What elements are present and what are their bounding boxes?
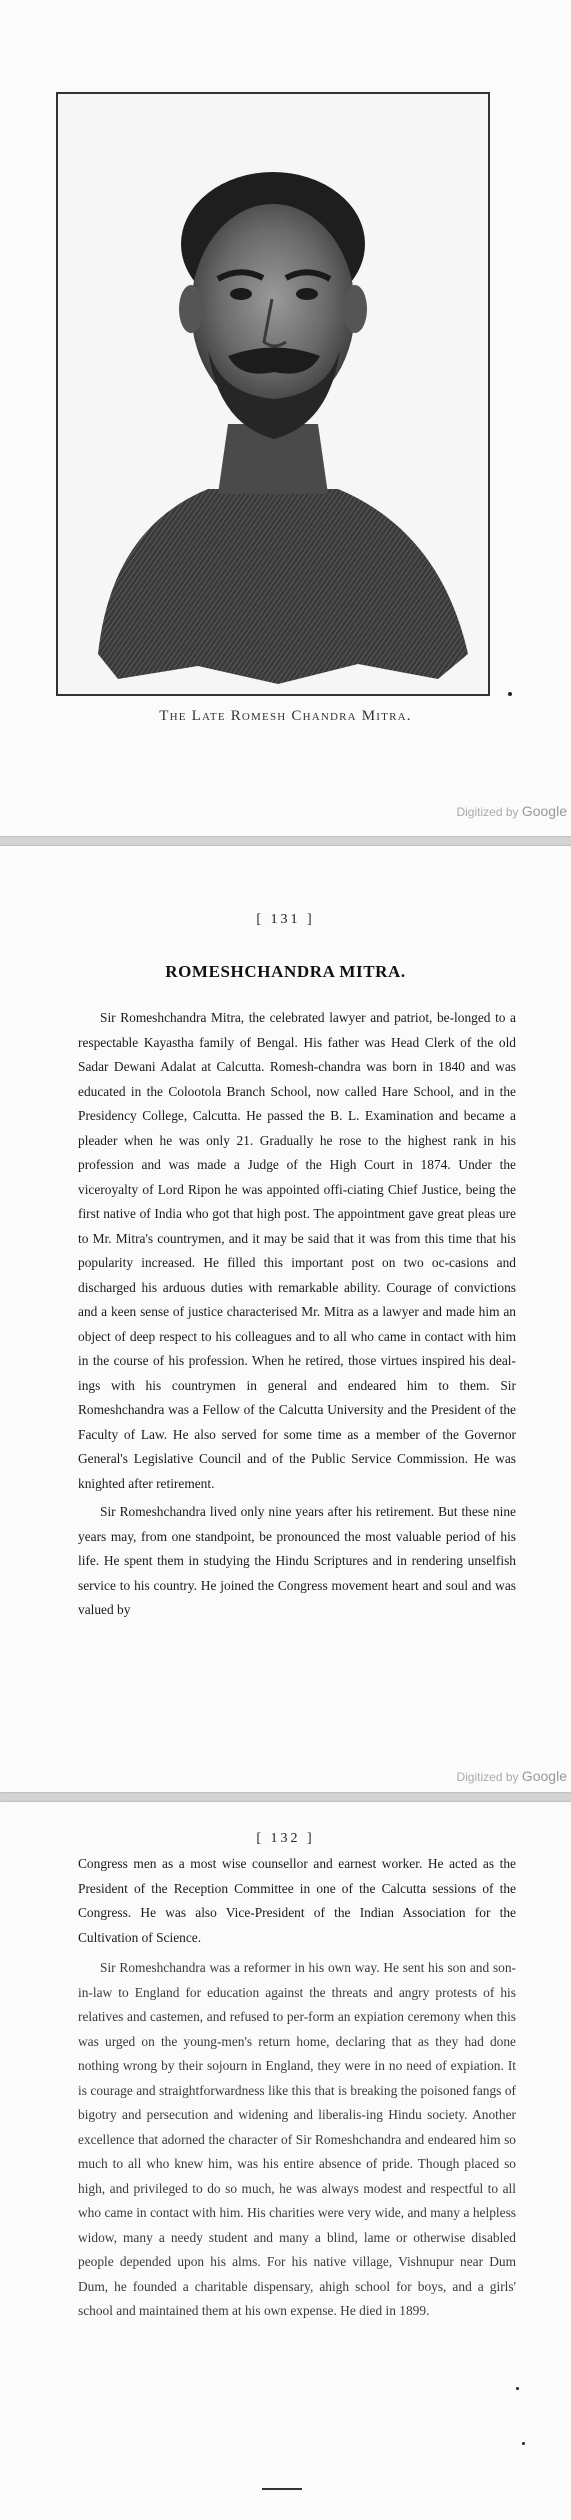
watermark-brand: Google (521, 803, 567, 819)
body-text (78, 1852, 516, 2324)
paragraph: Sir Romeshchandra was a reformer in his own way. He sent his son and son-in-law to England for education against the threats and angry protests of his relatives and castemen, and refused to per-form an expiation ceremony when this was urged on the young-men's return home, declaring that as they had done nothing wrong by their sojourn in England, they were in no need of expiation. It is courage and straightforwardness like this that is breaking the poisoned fangs of bigotry and persecution and widening and liberalis-ing Hindu society. Another excellence that adorned the character of Sir Romeshchandra and endeared him so much to all who knew him, was his entire absence of pride. Though placed so high, and privileged to do so much, he was always modest and respectful to all who came in contact with him. His charities were very wide, and many a helpless widow, many a needy student and many a blind, lame or otherwise disabled people depended upon his alms. For his native village, Vishnupur near Dum Dum, he founded a charitable dispensary, ahigh school for boys, and a girls' school and maintained them at his own expense. He died in 1899. (78, 1960, 516, 2318)
watermark-brand: Google (521, 1768, 567, 1784)
portrait-caption: The Late Romesh Chandra Mitra. (159, 708, 412, 724)
print-speck (508, 692, 512, 696)
watermark-prefix: Digitized by (456, 1770, 519, 1784)
book-page-131 (0, 846, 571, 1792)
print-speck (516, 2387, 519, 2390)
digitized-by-google-watermark (456, 803, 567, 819)
page-number: [ 132 ] (256, 1831, 315, 1846)
body-text (78, 1006, 516, 1623)
portrait-image (58, 94, 488, 694)
print-speck (522, 2442, 525, 2445)
portrait-photograph (56, 92, 490, 696)
paragraph: Sir Romeshchandra Mitra, the celebrated lawyer and patriot, be-longed to a respectable Kayastha family of Bengal. His father was Head Clerk of the old Sadar Dewani Adalat at Calcutta. Romesh-chandra was born in 1840 and was educated in the Colootola Branch School, now called Hare School, and in the Presidency College, Calcutta. He passed the B. L. Examination and became a pleader when he was only 21. Gradually he rose to the highest rank in his profession and was made a Judge of the High Court in 1874. Under the viceroyalty of Lord Ripon he was appointed offi-ciating Chief Justice, being the first native of India who got that high post. The appointment gave great pleas ure to Mr. Mitra's countrymen, and it may be said that it was from this time that his popularity increased. He filled this important post on two oc-casions and discharged his arduous duties with remarkable ability. Courage of convictions and a keen sense of justice characterised Mr. Mitra as a lawyer and made him an object of deep respect to his colleagues and to all who came in contact with him in the course of his profession. When he retired, those virtues inspired his deal-ings with his countrymen in general and endeared him to them. Sir Romeshchandra was a Fellow of the Calcutta University and the President of the Faculty of Law. He also served for some time as a member of the Governor General's Legislative Council and of the Public Service Commission. He was knighted after retirement. (78, 1010, 516, 1491)
paragraph: Sir Romeshchandra lived only nine years after his retirement. But these nine years may, from one standpoint, be pronounced the most valuable period of his life. He spent them in studying the Hindu Scriptures and in rendering unselfish service to his country. He joined the Congress movement heart and soul and was valued by (78, 1504, 516, 1617)
digitized-by-google-watermark (456, 1768, 567, 1784)
paragraph: Congress men as a most wise counsellor and earnest worker. He acted as the President of the Reception Committee in one of the Calcutta sessions of the Congress. He was also Vice-President of the Indian Association for the Cultivation of Science. (78, 1856, 516, 1945)
book-page-portrait (0, 0, 571, 836)
watermark-prefix: Digitized by (456, 805, 519, 819)
page-number: [ 131 ] (256, 912, 315, 927)
book-page-132 (0, 1802, 571, 2520)
end-rule (262, 2488, 302, 2490)
chapter-title: ROMESHCHANDRA MITRA. (165, 962, 406, 981)
